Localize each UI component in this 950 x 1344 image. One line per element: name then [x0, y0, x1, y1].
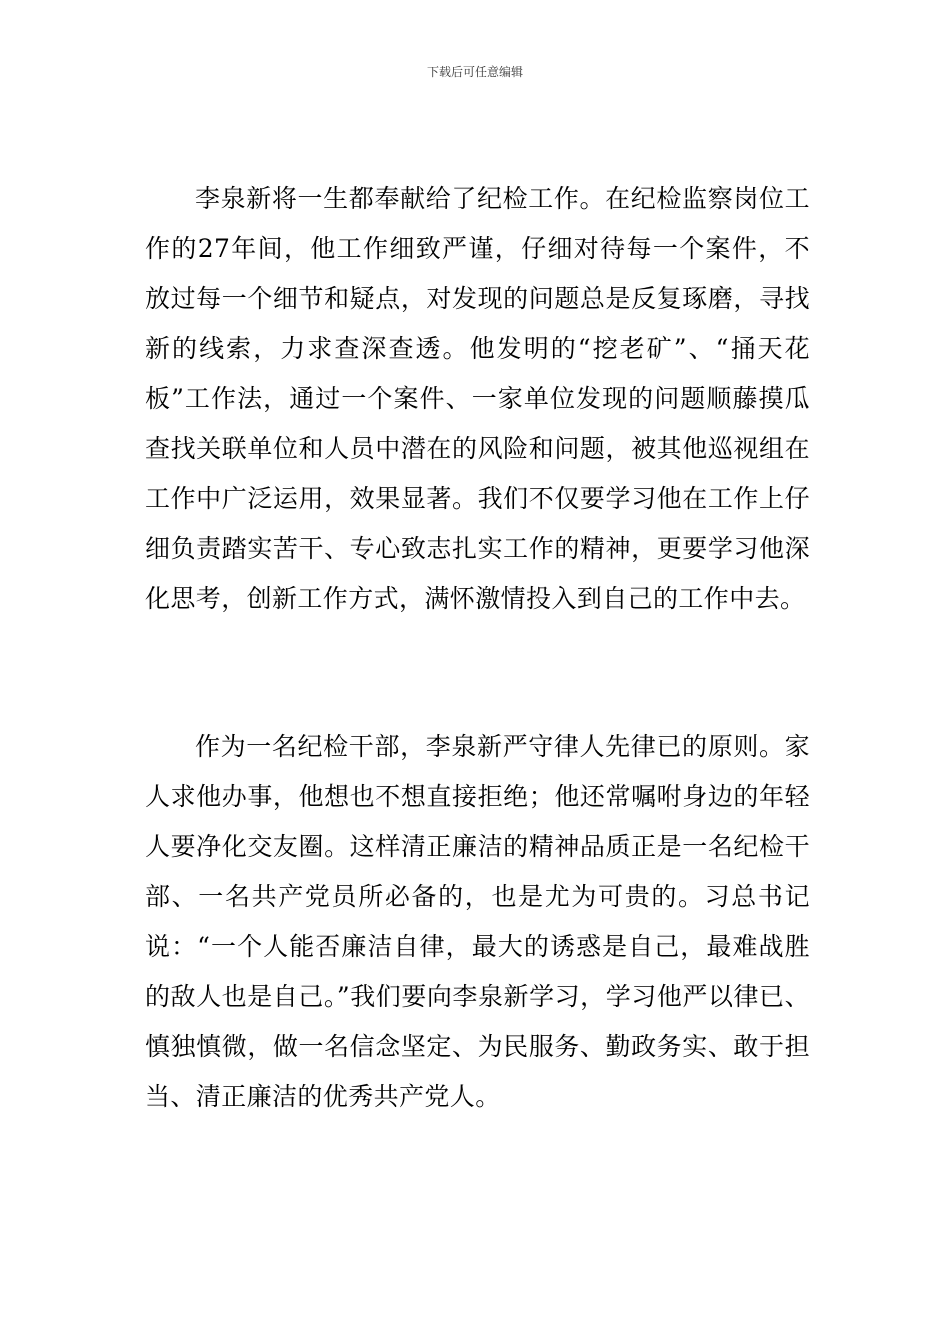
- body-paragraph-1: 李泉新将一生都奉献给了纪检工作。在纪检监察岗位工作的27年间，他工作细致严谨，仔细对待每一个案件，不放过每一个细节和疑点，对发现的问题总是反复琢磨，寻找新的线索，力求查深查透。他发明的“挖老矿”、“捅天花板”工作法，通过一个案件、一家单位发现的问题顺藤摸瓜查找关联单位和人员中潜在的风险和问题，被其他巡视组在工作中广泛运用，效果显著。我们不仅要学习他在工作上仔细负责踏实苦干、专心致志扎实工作的精神，更要学习他深化思考，创新工作方式，满怀激情投入到自己的工作中去。: [145, 184, 810, 613]
- body-paragraph-2: 作为一名纪检干部，李泉新严守律人先律已的原则。家人求他办事，他想也不想直接拒绝；他还常嘱咐身边的年轻人要净化交友圈。这样清正廉洁的精神品质正是一名纪检干部、一名共产党员所必备的，也是尤为可贵的。习总书记说：“一个人能否廉洁自律，最大的诱惑是自己，最难战胜的敌人也是自己。”我们要向李泉新学习，学习他严以律已、慎独慎微，做一名信念坚定、为民服务、勤政务实、敢于担当、清正廉洁的优秀共产党人。: [145, 732, 810, 1111]
- header-note: 下载后可任意编辑: [426, 65, 523, 79]
